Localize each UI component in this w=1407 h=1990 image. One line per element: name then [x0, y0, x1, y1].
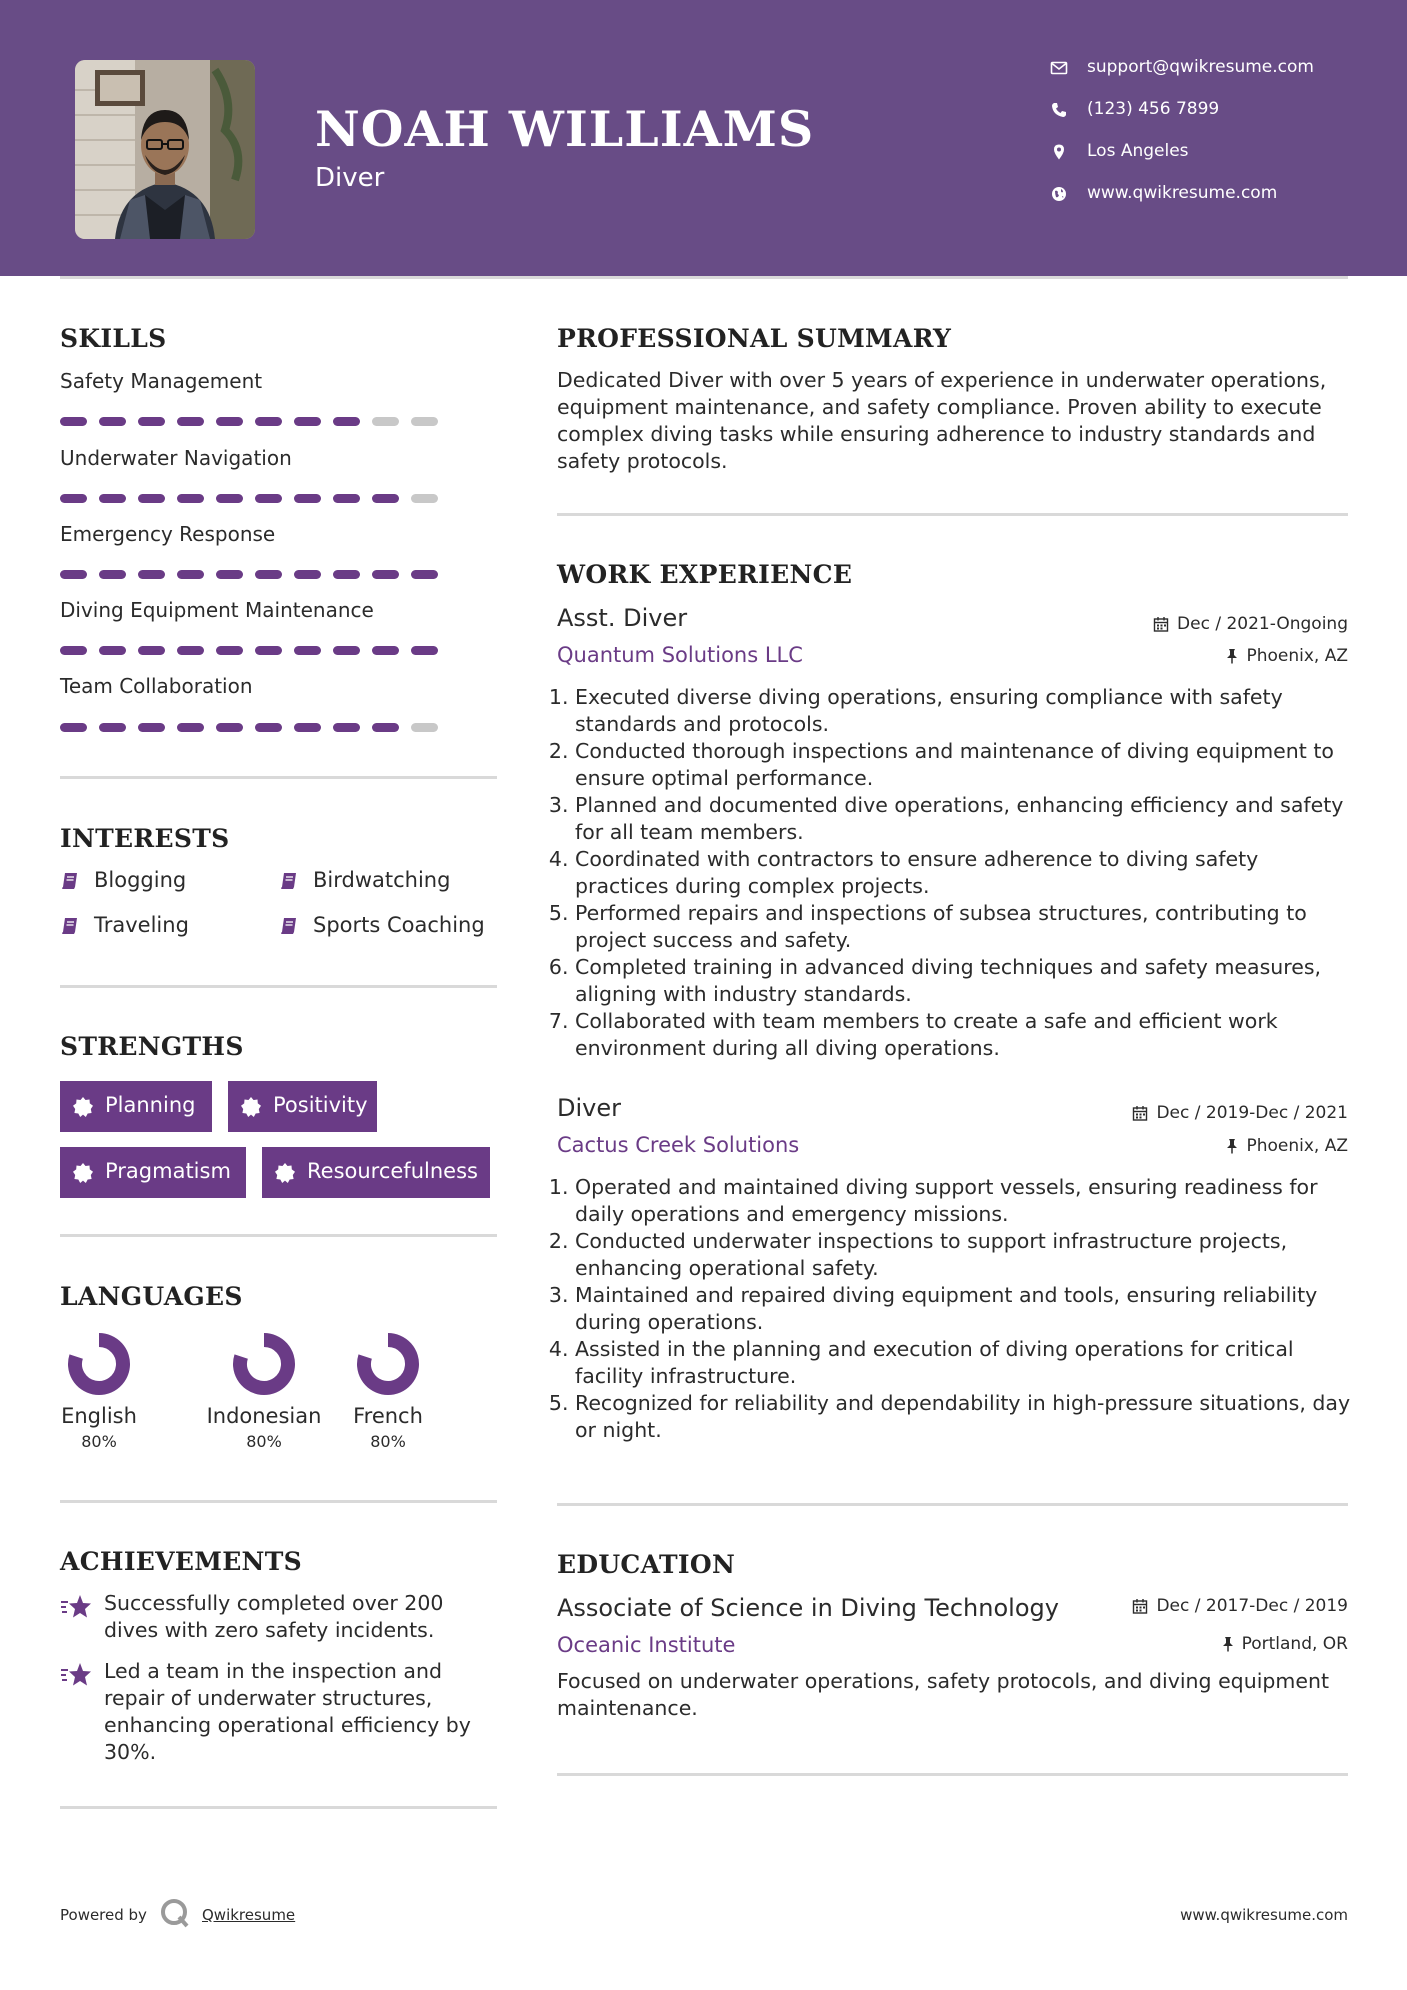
badge-icon	[240, 1096, 262, 1118]
globe-icon	[1050, 185, 1068, 203]
duty-item: 1. Operated and maintained diving support vessels, ensuring readiness for daily operations and emergency missions.	[575, 1174, 1355, 1228]
section-divider	[60, 985, 497, 988]
badge-icon	[72, 1162, 94, 1184]
skill-bar-segment	[138, 723, 165, 732]
education-heading: EDUCATION	[557, 1550, 736, 1579]
section-divider	[60, 1234, 497, 1237]
footer-website[interactable]: www.qwikresume.com	[1180, 1906, 1348, 1924]
duty-list	[575, 684, 1355, 1062]
qwikresume-link[interactable]: Qwikresume	[202, 1906, 296, 1924]
skill-bar-segment	[255, 723, 282, 732]
education-description: Focused on underwater operations, safety protocols, and diving equipment maintenance.	[557, 1669, 1330, 1720]
badge-icon	[72, 1096, 94, 1118]
language-name: French	[353, 1404, 423, 1428]
skill-bar-segment	[372, 570, 399, 579]
skill-bar-segment	[411, 570, 438, 579]
language-percent: 80%	[81, 1432, 117, 1451]
section-divider	[60, 776, 497, 779]
contact-phone-text: (123) 456 7899	[1087, 99, 1220, 119]
skill-rating-bar	[60, 417, 440, 426]
skill-bar-segment	[372, 494, 399, 503]
interest-label: Blogging	[94, 868, 187, 892]
duty-item: 5. Recognized for reliability and dependability in high-pressure situations, day or night.	[575, 1390, 1355, 1444]
language-percent: 80%	[246, 1432, 282, 1451]
pushpin-icon	[1222, 1636, 1234, 1652]
interest-label: Sports Coaching	[313, 913, 485, 937]
skill-bar-segment	[255, 646, 282, 655]
profile-photo	[75, 60, 255, 239]
strengths-heading: STRENGTHS	[60, 1032, 244, 1061]
skill-bar-segment	[60, 494, 87, 503]
skill-bar-segment	[138, 417, 165, 426]
education-dates-text: Dec / 2017-Dec / 2019	[1156, 1596, 1348, 1616]
duty-item: 4. Assisted in the planning and execution of diving operations for critical facility infrastructure.	[575, 1336, 1355, 1390]
contact-email-text: support@qwikresume.com	[1087, 57, 1314, 77]
skill-bar-segment	[294, 646, 321, 655]
language-percent: 80%	[370, 1432, 406, 1451]
strength-badge	[60, 1081, 212, 1132]
language-item	[328, 1332, 448, 1451]
pushpin-icon	[1226, 648, 1238, 664]
company-name: Quantum Solutions LLC	[557, 643, 803, 667]
book-icon	[279, 871, 299, 891]
language-name: Indonesian	[206, 1404, 322, 1428]
duty-item: 2. Conducted underwater inspections to support infrastructure projects, enhancing operational safety.	[575, 1228, 1355, 1282]
powered-by-label: Powered by	[60, 1906, 147, 1924]
duty-item: 7. Collaborated with team members to create a safe and efficient work environment during all diving operations.	[575, 1008, 1355, 1062]
phone-icon	[1050, 101, 1068, 119]
skill-rating-bar	[60, 723, 440, 732]
resume-header	[0, 0, 1407, 276]
job-position: Diver	[557, 1094, 621, 1122]
skill-bar-segment	[294, 494, 321, 503]
achievements-heading: ACHIEVEMENTS	[60, 1547, 302, 1576]
contact-website-text: www.qwikresume.com	[1087, 183, 1278, 203]
header-divider	[60, 276, 1348, 279]
book-icon	[60, 871, 80, 891]
skill-name: Diving Equipment Maintenance	[60, 598, 374, 622]
achievement-text: Successfully completed over 200 dives with zero safety incidents.	[104, 1591, 444, 1642]
strength-badge	[262, 1147, 490, 1198]
skill-bar-segment	[216, 723, 243, 732]
calendar-icon	[1132, 1598, 1148, 1614]
contact-email[interactable]	[1050, 57, 1390, 81]
skill-name: Emergency Response	[60, 522, 276, 546]
skill-bar-segment	[411, 494, 438, 503]
skill-bar-segment	[177, 570, 204, 579]
skill-bar-segment	[294, 417, 321, 426]
language-item	[204, 1332, 324, 1451]
skill-bar-segment	[411, 723, 438, 732]
skill-rating-bar	[60, 646, 440, 655]
contact-location	[1050, 141, 1390, 165]
languages-heading: LANGUAGES	[60, 1282, 243, 1311]
duty-item: 3. Planned and documented dive operations, enhancing efficiency and safety for all team members.	[575, 792, 1355, 846]
language-progress-ring	[67, 1332, 131, 1396]
skill-bar-segment	[216, 494, 243, 503]
job-location-text: Phoenix, AZ	[1246, 646, 1348, 666]
job-position: Asst. Diver	[557, 604, 688, 632]
duty-item: 3. Maintained and repaired diving equipment and tools, ensuring reliability during operations.	[575, 1282, 1355, 1336]
skill-rating-bar	[60, 570, 440, 579]
duty-item: 4. Coordinated with contractors to ensure adherence to diving safety practices during complex projects.	[575, 846, 1355, 900]
language-item	[39, 1332, 159, 1451]
skill-bar-segment	[411, 417, 438, 426]
skill-bar-segment	[99, 646, 126, 655]
summary-text: Dedicated Diver with over 5 years of experience in underwater operations, equipment maintenance, and safety compliance. Proven ability to execute complex diving tasks while ensuring adherence to industry standards and safety protocols.	[557, 368, 1327, 473]
summary-heading: PROFESSIONAL SUMMARY	[557, 324, 952, 353]
skill-bar-segment	[177, 723, 204, 732]
skill-bar-segment	[60, 646, 87, 655]
duty-item: 5. Performed repairs and inspections of subsea structures, contributing to project success and safety.	[575, 900, 1355, 954]
skill-bar-segment	[333, 417, 360, 426]
candidate-name: NOAH WILLIAMS	[315, 100, 815, 158]
location-pin-icon	[1050, 143, 1068, 161]
education-dates	[1132, 1595, 1348, 1617]
skill-bar-segment	[216, 417, 243, 426]
skill-bar-segment	[333, 570, 360, 579]
language-progress-ring	[356, 1332, 420, 1396]
skill-bar-segment	[99, 417, 126, 426]
skill-bar-segment	[60, 723, 87, 732]
skill-bar-segment	[138, 570, 165, 579]
star-icon	[60, 1662, 92, 1688]
language-name: English	[61, 1404, 137, 1428]
degree-name: Associate of Science in Diving Technology	[557, 1594, 1059, 1622]
job-location	[1226, 645, 1348, 667]
skills-heading: SKILLS	[60, 324, 167, 353]
achievement-item	[60, 1590, 500, 1646]
skill-name: Underwater Navigation	[60, 446, 292, 470]
contact-website[interactable]	[1050, 183, 1390, 207]
strength-badge	[60, 1147, 246, 1198]
footer-branding	[60, 1896, 360, 1936]
job-title: Diver	[315, 163, 385, 193]
job-dates	[1132, 1102, 1348, 1124]
education-location	[1222, 1633, 1348, 1655]
skill-bar-segment	[255, 570, 282, 579]
skill-bar-segment	[333, 646, 360, 655]
strength-badge	[228, 1081, 377, 1132]
skill-bar-segment	[216, 570, 243, 579]
skill-bar-segment	[333, 494, 360, 503]
duty-item: 1. Executed diverse diving operations, ensuring compliance with safety standards and protocols.	[575, 684, 1355, 738]
skill-bar-segment	[99, 570, 126, 579]
section-divider	[557, 513, 1348, 516]
strength-label: Resourcefulness	[307, 1159, 478, 1183]
skill-bar-segment	[60, 570, 87, 579]
skill-rating-bar	[60, 494, 440, 503]
interest-label: Traveling	[94, 913, 189, 937]
skill-bar-segment	[99, 494, 126, 503]
skill-bar-segment	[60, 417, 87, 426]
skill-bar-segment	[372, 723, 399, 732]
pushpin-icon	[1226, 1138, 1238, 1154]
job-dates	[1153, 613, 1348, 635]
calendar-icon	[1153, 616, 1169, 632]
strength-label: Positivity	[273, 1093, 368, 1117]
skill-bar-segment	[255, 417, 282, 426]
duty-item: 6. Completed training in advanced diving techniques and safety measures, aligning with industry standards.	[575, 954, 1355, 1008]
achievement-text: Led a team in the inspection and repair of underwater structures, enhancing operational efficiency by 30%.	[104, 1659, 471, 1764]
skill-bar-segment	[177, 494, 204, 503]
section-divider	[60, 1500, 497, 1503]
skill-bar-segment	[255, 494, 282, 503]
education-location-text: Portland, OR	[1241, 1634, 1348, 1654]
skill-bar-segment	[411, 646, 438, 655]
calendar-icon	[1132, 1105, 1148, 1121]
badge-icon	[274, 1162, 296, 1184]
strength-label: Planning	[105, 1093, 196, 1117]
skill-bar-segment	[372, 646, 399, 655]
skill-bar-segment	[177, 417, 204, 426]
company-name: Cactus Creek Solutions	[557, 1133, 800, 1157]
section-divider	[60, 1806, 497, 1809]
duty-item: 2. Conducted thorough inspections and maintenance of diving equipment to ensure optimal performance.	[575, 738, 1355, 792]
skill-name: Team Collaboration	[60, 674, 253, 698]
skill-bar-segment	[294, 570, 321, 579]
contact-location-text: Los Angeles	[1087, 141, 1189, 161]
section-divider	[557, 1503, 1348, 1506]
star-icon	[60, 1594, 92, 1620]
skill-bar-segment	[333, 723, 360, 732]
book-icon	[279, 916, 299, 936]
contact-phone[interactable]	[1050, 99, 1390, 123]
job-dates-text: Dec / 2019-Dec / 2021	[1156, 1103, 1348, 1123]
duty-list	[575, 1174, 1355, 1444]
skill-bar-segment	[372, 417, 399, 426]
section-divider	[557, 1773, 1348, 1776]
work-experience-heading: WORK EXPERIENCE	[557, 560, 853, 589]
skill-bar-segment	[216, 646, 243, 655]
skill-bar-segment	[138, 494, 165, 503]
qwikresume-logo-icon	[158, 1896, 192, 1930]
language-progress-ring	[232, 1332, 296, 1396]
strength-label: Pragmatism	[105, 1159, 231, 1183]
job-location	[1226, 1135, 1348, 1157]
book-icon	[60, 916, 80, 936]
envelope-icon	[1050, 59, 1068, 77]
skill-bar-segment	[294, 723, 321, 732]
interests-heading: INTERESTS	[60, 824, 230, 853]
job-location-text: Phoenix, AZ	[1246, 1136, 1348, 1156]
interest-label: Birdwatching	[313, 868, 451, 892]
school-name: Oceanic Institute	[557, 1633, 736, 1657]
skill-bar-segment	[138, 646, 165, 655]
skill-bar-segment	[99, 723, 126, 732]
skill-bar-segment	[177, 646, 204, 655]
achievement-item	[60, 1658, 500, 1768]
skill-name: Safety Management	[60, 369, 263, 393]
job-dates-text: Dec / 2021-Ongoing	[1177, 614, 1348, 634]
